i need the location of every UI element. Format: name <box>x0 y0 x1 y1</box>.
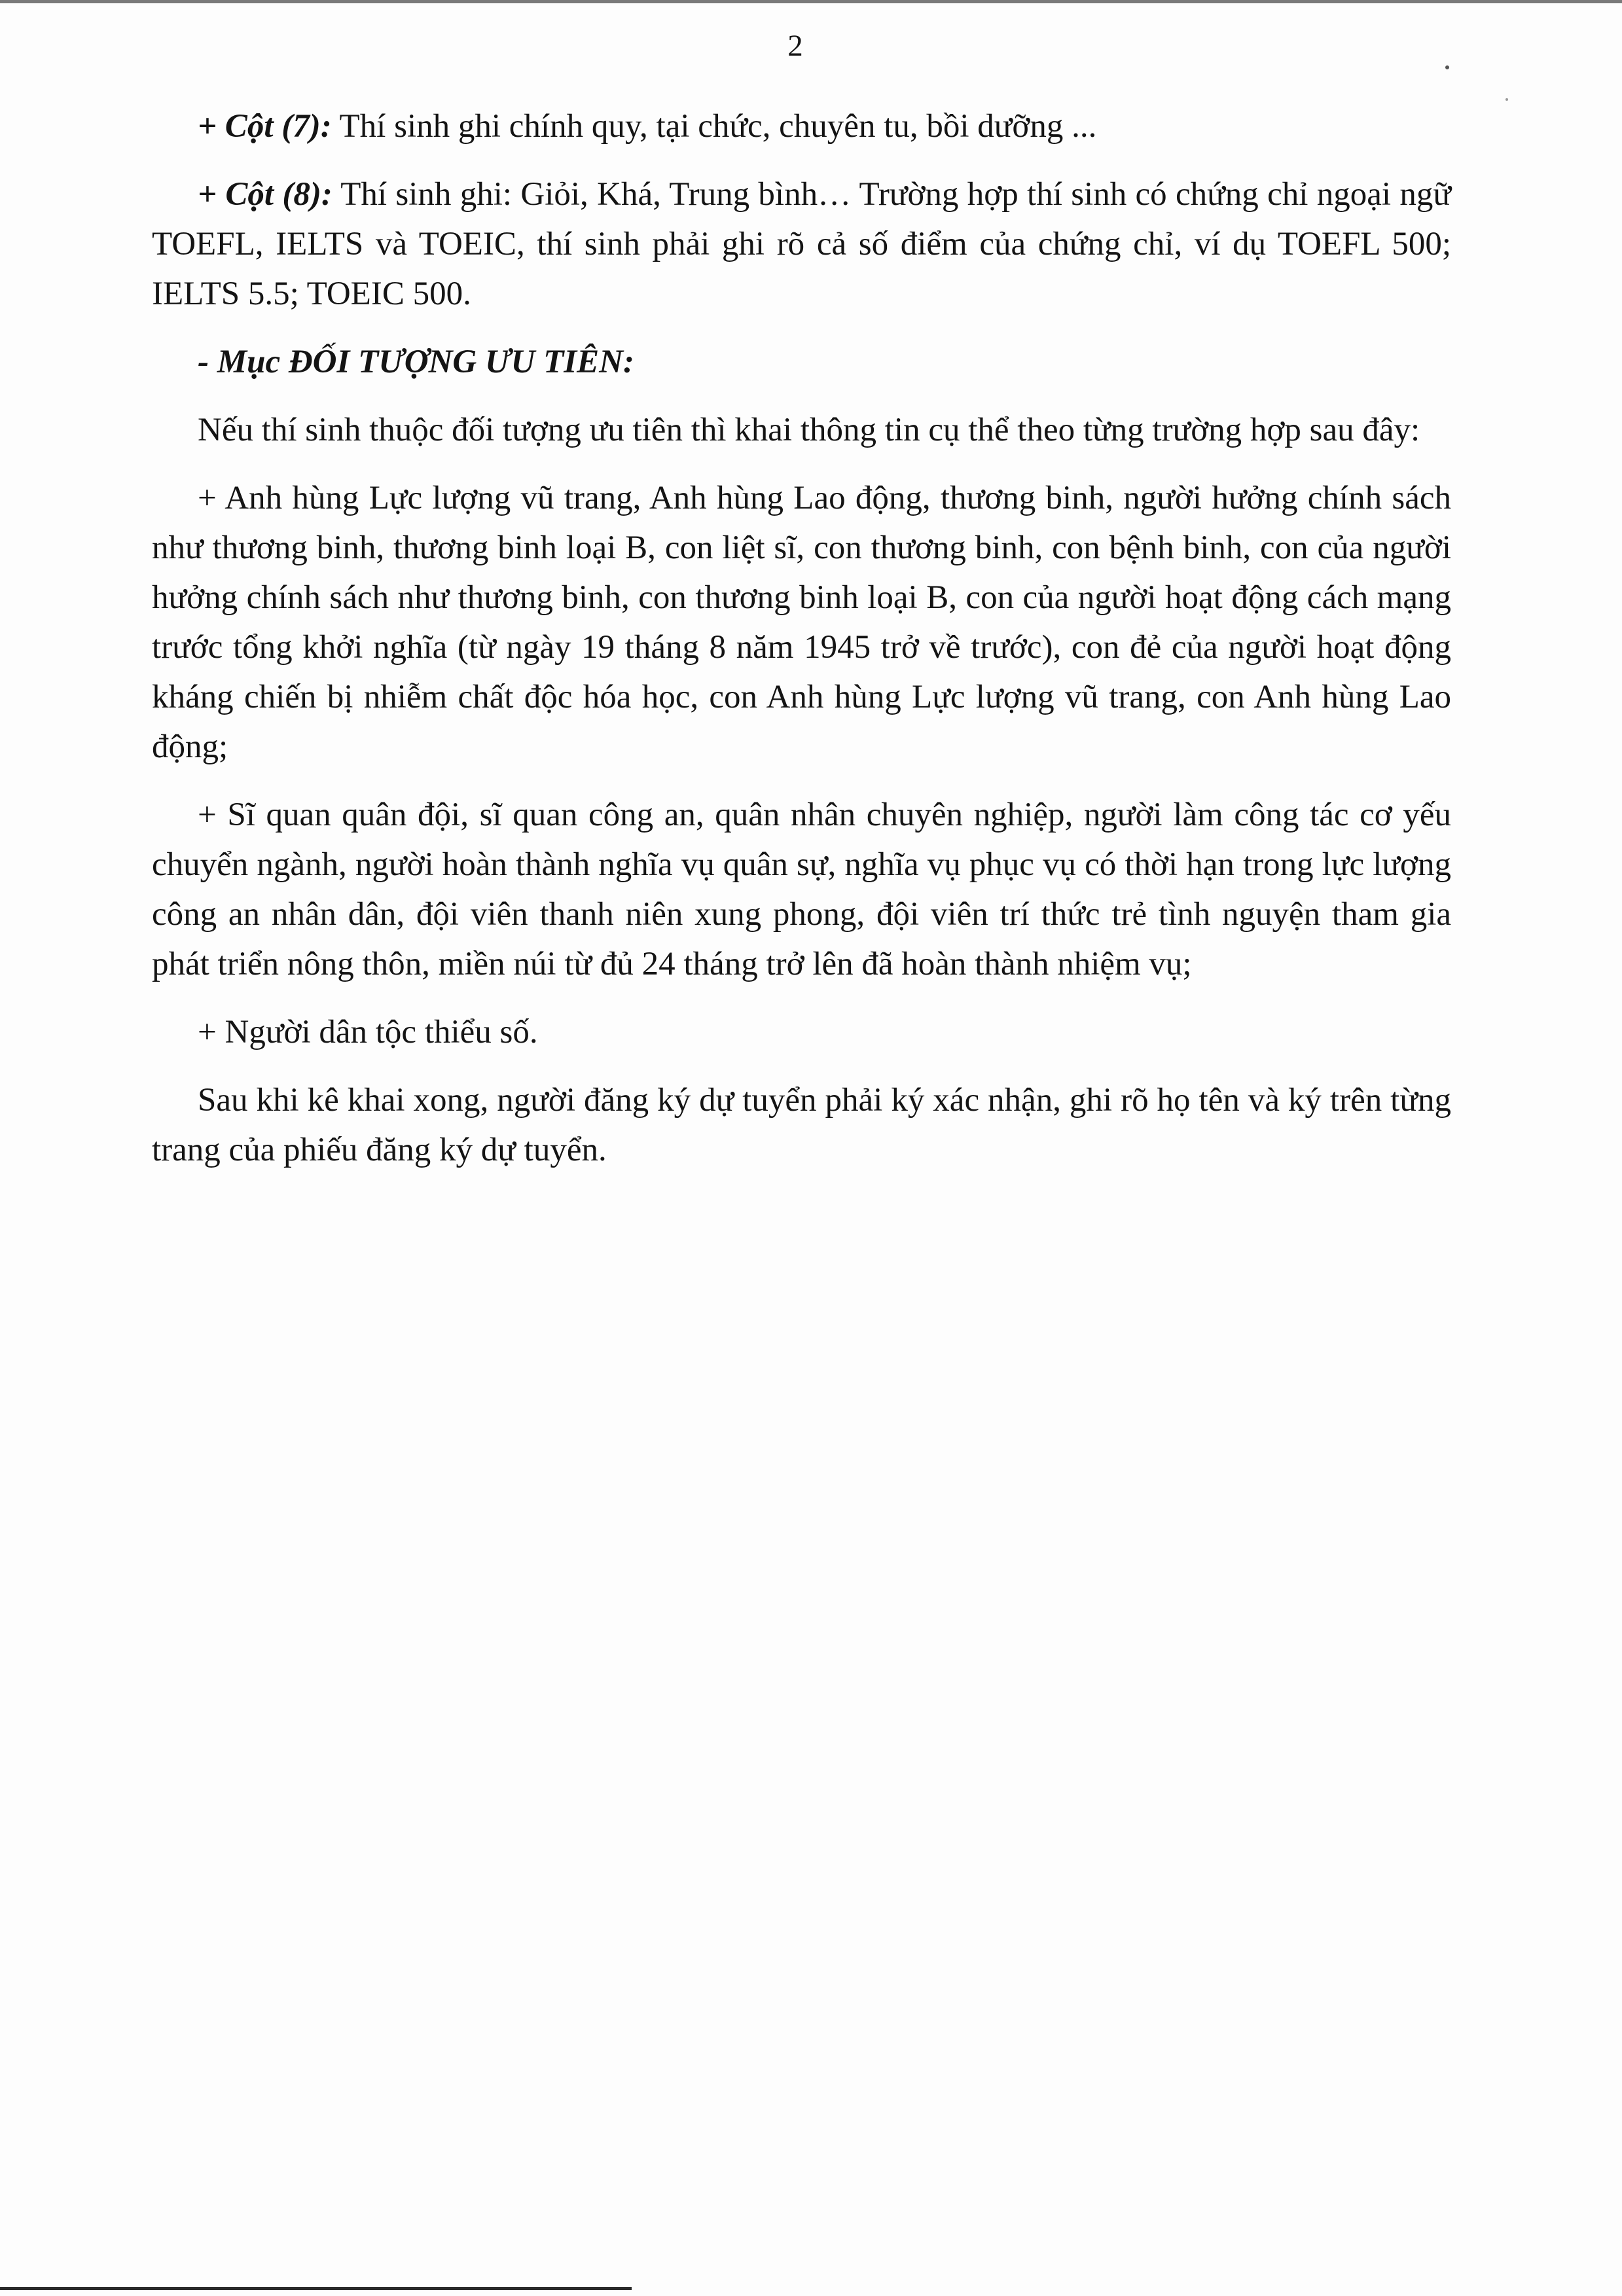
paragraph-text: Thí sinh ghi chính quy, tại chức, chuyên tu, bồi dưỡng ... <box>331 108 1097 145</box>
paragraph-lead: + Cột (7): <box>198 108 332 145</box>
scan-top-border <box>0 0 1622 3</box>
paragraph-cot-7 <box>152 101 1451 151</box>
section-heading: - Mục ĐỐI TƯỢNG ƯU TIÊN: <box>198 344 634 380</box>
paragraph-text: Thí sinh ghi: Giỏi, Khá, Trung bình… Trường hợp thí sinh có chứng chỉ ngoại ngữ TOEFL, IELTS và TOEIC, thí sinh phải ghi rõ cả số điểm của chứng chỉ, ví dụ TOEFL 500; IELTS 5.5; TOEIC 500. <box>152 176 1451 312</box>
scan-speck <box>1445 65 1449 69</box>
paragraph-intro: Nếu thí sinh thuộc đối tượng ưu tiên thì khai thông tin cụ thể theo từng trường hợp sau đây: <box>198 412 1420 448</box>
footer-rule <box>0 2287 632 2290</box>
paragraph-group-1: + Anh hùng Lực lượng vũ trang, Anh hùng Lao động, thương binh, người hưởng chính sách như thương binh, thương binh loại B, con liệt sĩ, con thương binh, con bệnh binh, con của người hưởng chính sách như thương binh, con thương binh loại B, con của người hoạt động cách mạng trước tổng khởi nghĩa (từ ngày 19 tháng 8 năm 1945 trở về trước), con đẻ của người hoạt động kháng chiến bị nhiễm chất độc hóa học, con Anh hùng Lực lượng vũ trang, con Anh hùng Lao động; <box>152 480 1451 765</box>
paragraph-lead: + Cột (8): <box>198 176 333 213</box>
paragraph-closing: Sau khi kê khai xong, người đăng ký dự tuyển phải ký xác nhận, ghi rõ họ tên và ký trên từng trang của phiếu đăng ký dự tuyển. <box>152 1082 1451 1168</box>
paragraph-group-3: + Người dân tộc thiểu số. <box>198 1014 538 1050</box>
scan-speck <box>1505 98 1508 101</box>
paragraph-cot-8 <box>152 170 1451 319</box>
page-number: 2 <box>787 29 803 63</box>
document-body <box>152 101 1451 1193</box>
paragraph-group-2: + Sĩ quan quân đội, sĩ quan công an, quân nhân chuyên nghiệp, người làm công tác cơ yếu chuyển ngành, người hoàn thành nghĩa vụ quân sự, nghĩa vụ phục vụ có thời hạn trong lực lượng công an nhân dân, đội viên thanh niên xung phong, đội viên trí thức trẻ tình nguyện tham gia phát triển nông thôn, miền núi từ đủ 24 tháng trở lên đã hoàn thành nhiệm vụ; <box>152 797 1451 982</box>
